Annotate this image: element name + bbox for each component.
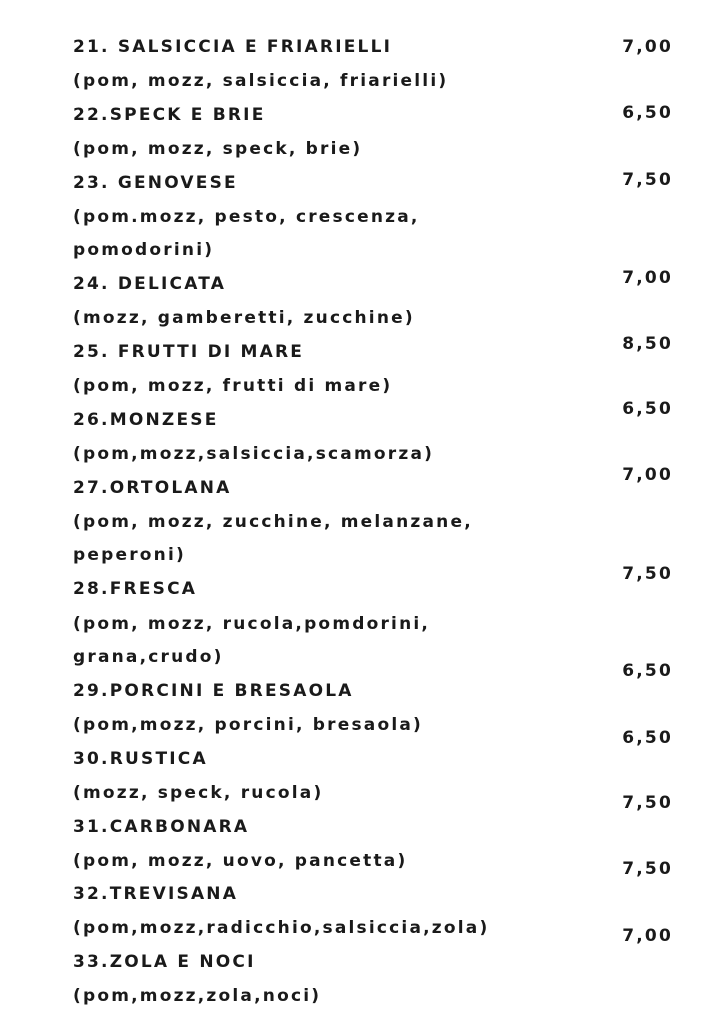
item-ingredients: peperoni)	[73, 545, 186, 565]
item-price: 7,50	[622, 170, 673, 190]
item-title: 21. SALSICCIA E FRIARIELLI	[73, 37, 393, 57]
item-title: 25. FRUTTI DI MARE	[73, 342, 305, 362]
item-price: 7,50	[622, 564, 673, 584]
item-ingredients: grana,crudo)	[73, 647, 224, 667]
item-ingredients: (pom,mozz,radicchio,salsiccia,zola)	[73, 918, 490, 938]
item-title: 28.FRESCA	[73, 579, 198, 599]
item-ingredients: (pom, mozz, frutti di mare)	[73, 376, 393, 396]
item-price: 8,50	[622, 334, 673, 354]
item-price: 6,50	[622, 661, 673, 681]
item-ingredients: (pom,mozz,salsiccia,scamorza)	[73, 444, 435, 464]
item-price: 6,50	[622, 728, 673, 748]
item-ingredients: (mozz, speck, rucola)	[73, 783, 324, 803]
item-title: 31.CARBONARA	[73, 817, 250, 837]
item-title: 30.RUSTICA	[73, 749, 208, 769]
item-price: 7,00	[622, 465, 673, 485]
item-price: 6,50	[622, 399, 673, 419]
item-title: 26.MONZESE	[73, 410, 219, 430]
item-ingredients: (pom, mozz, speck, brie)	[73, 139, 363, 159]
item-ingredients: (pom, mozz, zucchine, melanzane,	[73, 512, 473, 532]
item-price: 7,00	[622, 268, 673, 288]
item-title: 32.TREVISANA	[73, 884, 239, 904]
item-price: 7,00	[622, 926, 673, 946]
item-ingredients: pomodorini)	[73, 240, 215, 260]
item-title: 27.ORTOLANA	[73, 478, 232, 498]
item-ingredients: (mozz, gamberetti, zucchine)	[73, 308, 415, 328]
item-ingredients: (pom,mozz, porcini, bresaola)	[73, 715, 424, 735]
item-ingredients: (pom, mozz, rucola,pomdorini,	[73, 614, 431, 634]
item-title: 22.SPECK E BRIE	[73, 105, 266, 125]
item-ingredients: (pom, mozz, salsiccia, friarielli)	[73, 71, 449, 91]
item-ingredients: (pom, mozz, uovo, pancetta)	[73, 851, 408, 871]
item-price: 7,50	[622, 859, 673, 879]
item-title: 24. DELICATA	[73, 274, 227, 294]
item-price: 7,50	[622, 793, 673, 813]
item-title: 33.ZOLA E NOCI	[73, 952, 256, 972]
item-title: 29.PORCINI E BRESAOLA	[73, 681, 354, 701]
item-ingredients: (pom.mozz, pesto, crescenza,	[73, 207, 420, 227]
item-title: 23. GENOVESE	[73, 173, 238, 193]
item-price: 7,00	[622, 37, 673, 57]
item-price: 6,50	[622, 103, 673, 123]
item-ingredients: (pom,mozz,zola,noci)	[73, 986, 322, 1006]
